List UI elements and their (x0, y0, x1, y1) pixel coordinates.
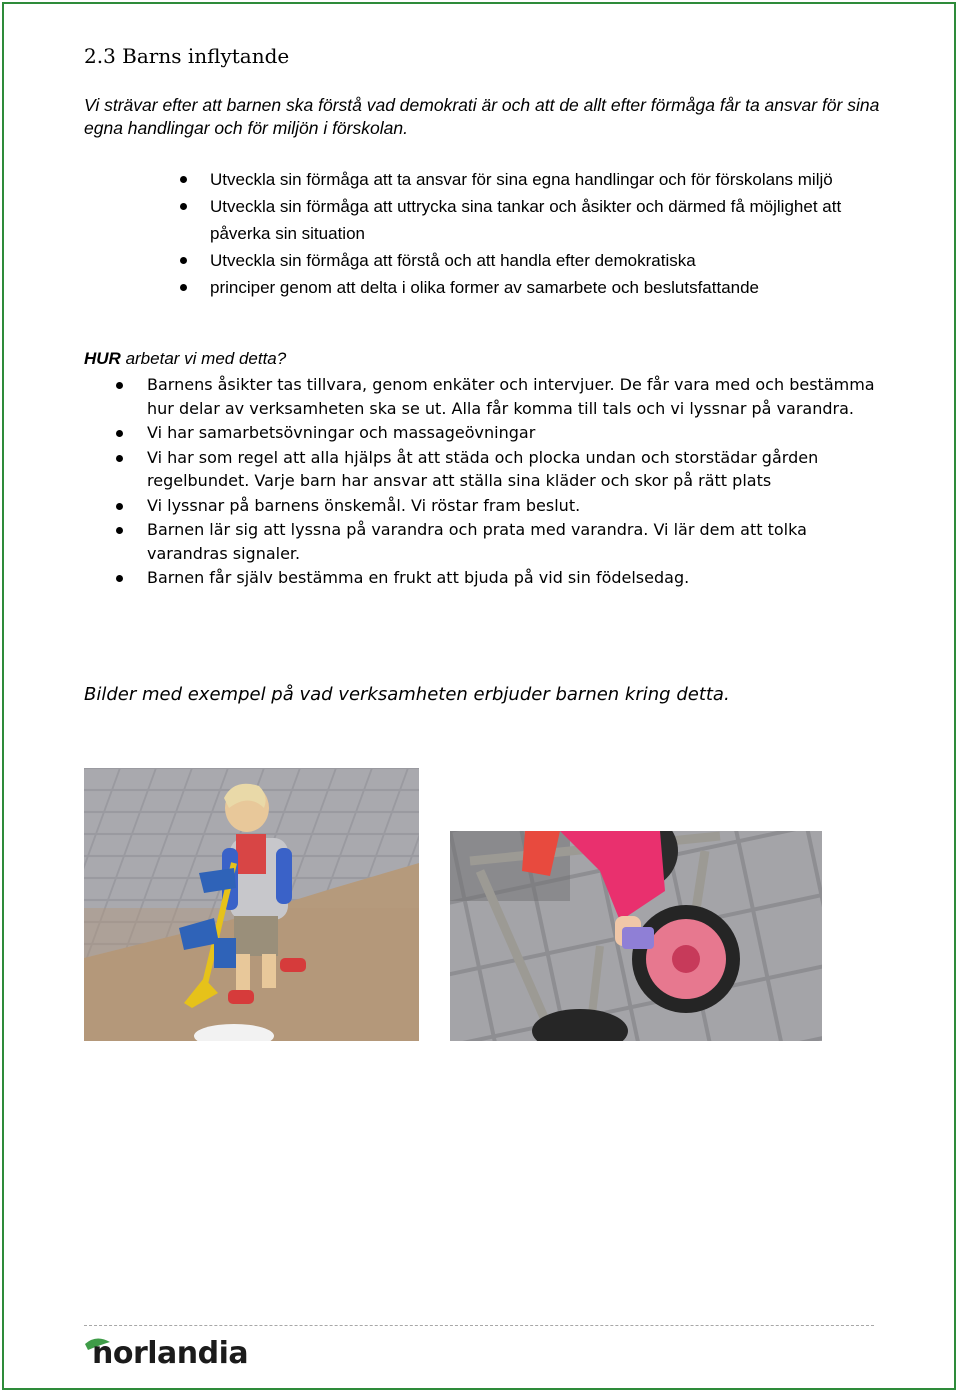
list-item: Vi har som regel att alla hjälps åt att städa och plocka undan och storstädar gården regelbundet. Varje barn har ansvar att ställa sina kläder och skor på rätt plats (116, 446, 876, 493)
photo-washing-wheel-image (450, 831, 822, 1041)
goals-list (180, 166, 880, 301)
list-item: principer genom att delta i olika former av samarbete och beslutsfattande (180, 274, 880, 301)
how-heading-rest: arbetar vi med detta? (120, 349, 287, 368)
photo-child-sandbox (84, 768, 419, 1041)
list-item: Barnen lär sig att lyssna på varandra och prata med varandra. Vi lär dem att tolka varandras signaler. (116, 518, 876, 565)
how-list (116, 373, 876, 591)
how-heading (84, 349, 286, 369)
list-item: Utveckla sin förmåga att förstå och att handla efter demokratiska (180, 247, 880, 274)
footer-divider (84, 1325, 874, 1326)
list-item: Utveckla sin förmåga att ta ansvar för sina egna handlingar och för förskolans miljö (180, 166, 880, 193)
list-item: Vi har samarbetsövningar och massageövningar (116, 421, 876, 445)
intro-text: Vi strävar efter att barnen ska förstå vad demokrati är och att de allt efter förmåga får ta ansvar för sina egna handlingar och för miljön i förskolan. (84, 95, 880, 138)
list-item: Utveckla sin förmåga att uttrycka sina tankar och åsikter och därmed få möjlighet att påverka sin situation (180, 193, 880, 247)
how-heading-bold: HUR (84, 349, 121, 368)
photo-washing-wheel (450, 831, 822, 1041)
norlandia-logo (84, 1336, 254, 1380)
list-item: Barnen får själv bestämma en frukt att bjuda på vid sin födelsedag. (116, 566, 876, 590)
list-item: Vi lyssnar på barnens önskemål. Vi röstar fram beslut. (116, 494, 876, 518)
photo-caption: Bilder med exempel på vad verksamheten erbjuder barnen kring detta. (84, 684, 730, 705)
logo-text: norlandia (92, 1336, 249, 1371)
list-item: Barnens åsikter tas tillvara, genom enkäter och intervjuer. De får vara med och bestämma hur delar av verksamheten ska se ut. Alla får komma till tals och vi lyssnar på varandra. (116, 373, 876, 420)
section-heading: 2.3 Barns inflytande (84, 44, 290, 68)
photo-child-sandbox-image (84, 768, 419, 1041)
